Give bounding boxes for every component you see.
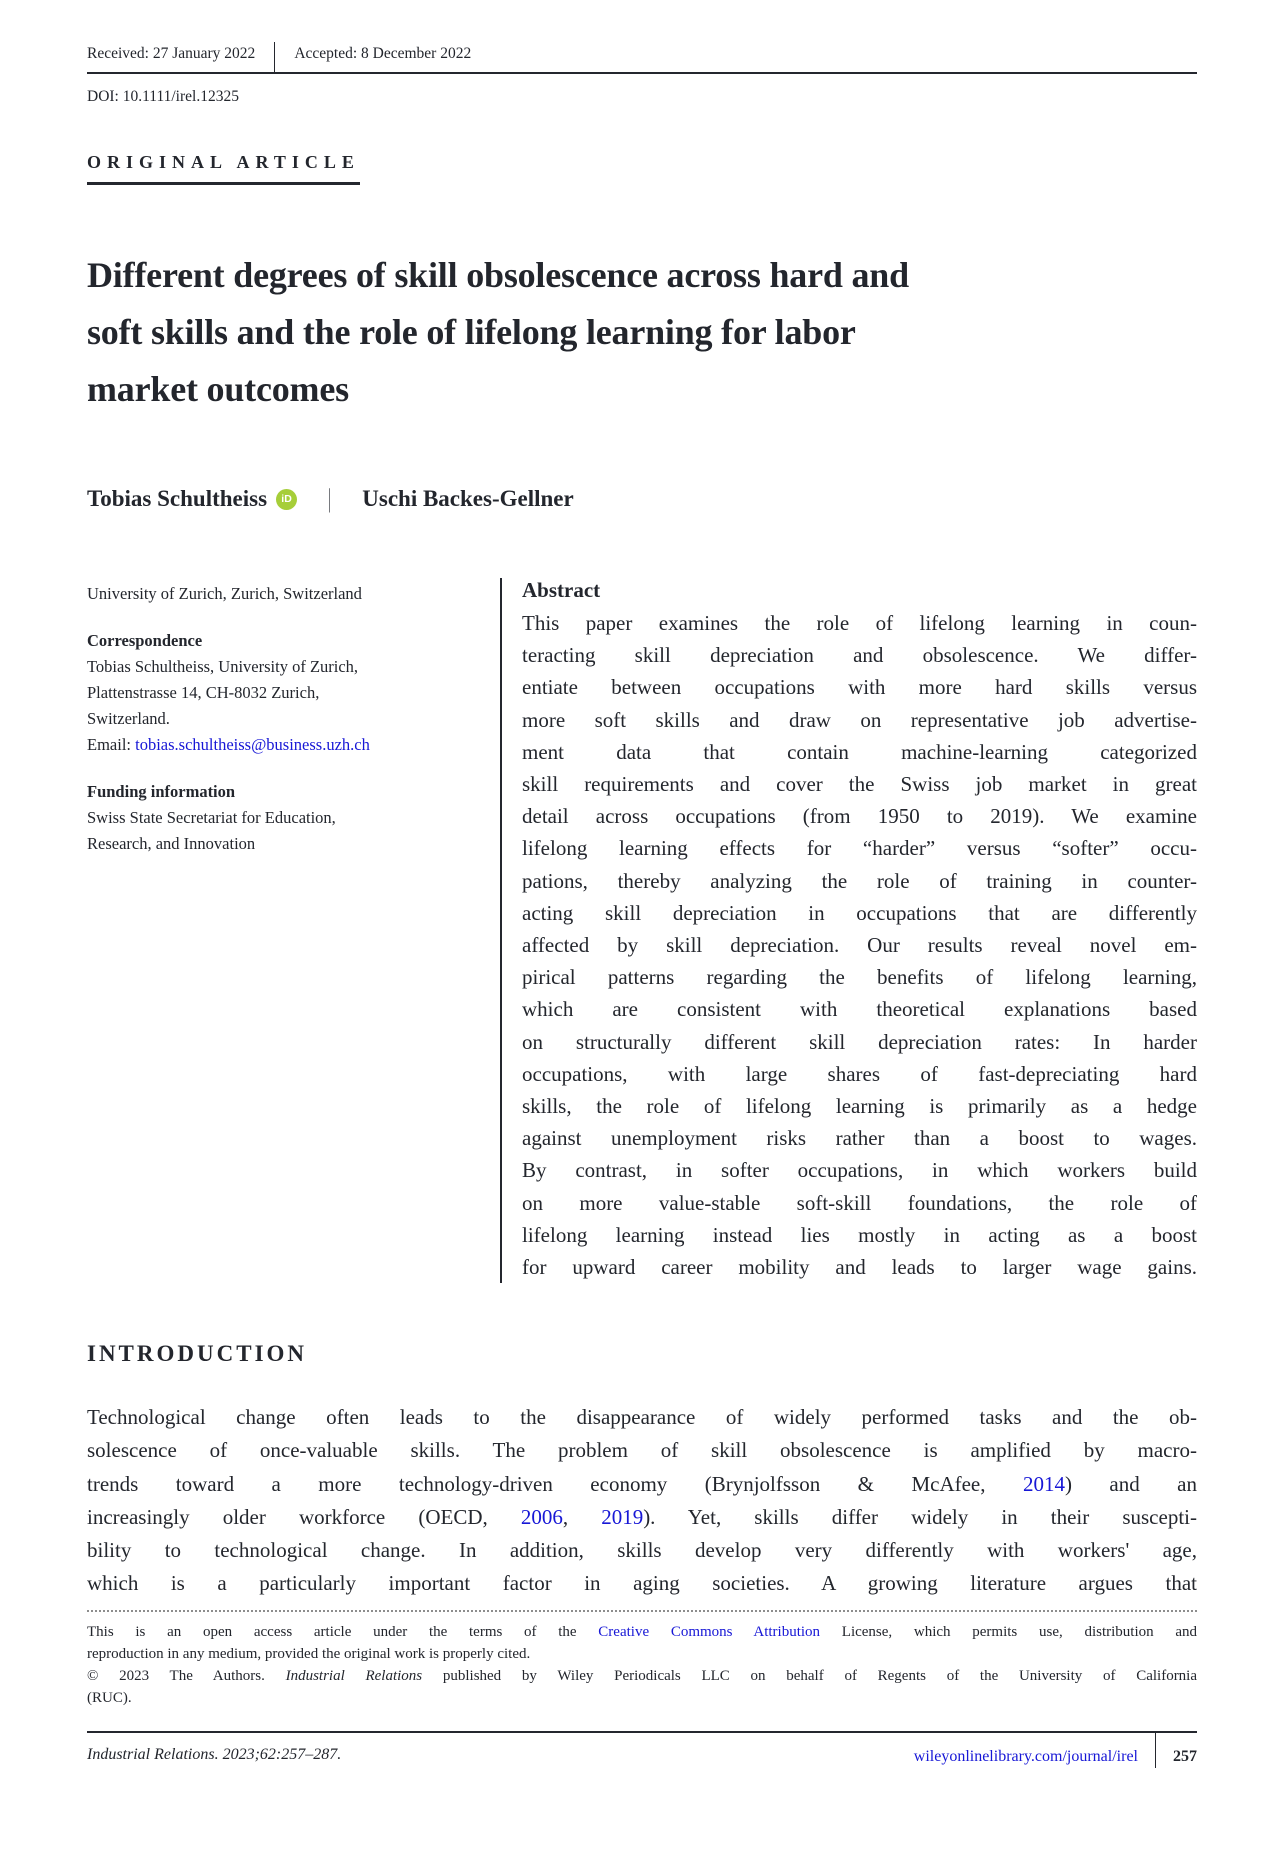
text-line: pirical patterns regarding the benefits of lifelong learning,: [522, 965, 1197, 990]
text-line: [87, 1621, 1197, 1643]
text-segment: reproduction in any medium, provided the original work is properly cited.: [87, 1646, 531, 1663]
introduction-text: [87, 1401, 1197, 1600]
author-info-column: [87, 578, 500, 1283]
text-segment: ) and an: [1064, 1471, 1197, 1496]
text-line: against unemployment risks rather than a boost to wages.: [522, 1126, 1197, 1151]
text-segment: increasingly older workforce (OECD,: [87, 1504, 521, 1529]
open-access-note: [87, 1621, 1197, 1709]
text-line: Plattenstrasse 14, CH-8032 Zurich,: [87, 683, 320, 702]
text-line: affected by skill depreciation. Our results reveal novel em-: [522, 933, 1197, 958]
text-line: [87, 1401, 1197, 1434]
text-line: on more value-stable soft-skill foundations, the role of: [522, 1190, 1197, 1215]
text-segment: bility to technological change. In addition, skills develop very differently with workers' age,: [87, 1538, 1197, 1563]
accepted-date: Accepted: 8 December 2022: [294, 45, 472, 62]
received-date: Received: 27 January 2022: [87, 45, 256, 62]
journal-citation: [87, 1746, 341, 1764]
text-line: [87, 1534, 1197, 1567]
text-line: soft skills and the role of lifelong learning for labor: [87, 312, 856, 352]
text-line: Switzerland.: [87, 709, 170, 728]
text-line: more soft skills and draw on representative job advertise-: [522, 707, 1197, 732]
text-segment: (RUC).: [87, 1690, 132, 1707]
correspondence-label: Correspondence: [87, 631, 203, 650]
meta-divider: [274, 42, 275, 72]
footer-divider: [1155, 1733, 1156, 1768]
author-separator: |: [328, 484, 332, 513]
text-segment: Technological change often leads to the disappearance of widely performed tasks and the ob-: [87, 1405, 1197, 1430]
text-line: skill requirements and cover the Swiss job market in great: [522, 772, 1197, 797]
footer-right: [914, 1746, 1197, 1768]
text-line: [87, 1468, 1197, 1501]
text-line: skills, the role of lifelong learning is primarily as a hedge: [522, 1094, 1197, 1119]
text-segment: Email:: [87, 735, 136, 754]
abstract-heading: Abstract: [522, 578, 601, 602]
text-line: [87, 1665, 1197, 1687]
text-line: entiate between occupations with more hard skills versus: [522, 675, 1197, 700]
text-line: [87, 1687, 1197, 1709]
text-line: [87, 1643, 1197, 1665]
text-line: detail across occupations (from 1950 to 2019). We examine: [522, 804, 1197, 829]
page-footer: [87, 1731, 1197, 1768]
abstract-text: [522, 607, 1197, 1283]
text-segment: This is an open access article under the terms of the: [87, 1624, 599, 1641]
authors-row: [87, 484, 1197, 514]
text-line: Different degrees of skill obsolescence across hard and: [87, 255, 909, 295]
affiliation: University of Zurich, Zurich, Switzerland: [87, 584, 362, 603]
email-link[interactable]: tobias.schultheiss@business.uzh.ch: [135, 735, 370, 754]
funding-info: [87, 805, 474, 857]
funding-label: Funding information: [87, 782, 236, 801]
orcid-icon[interactable]: iD: [276, 489, 297, 510]
citation-link-2014[interactable]: 2014: [1022, 1471, 1065, 1496]
doi: DOI: 10.1111/irel.12325: [87, 88, 239, 105]
text-line: for upward career mobility and leads to larger wage gains.: [522, 1255, 1197, 1280]
text-segment: Industrial Relations: [87, 1746, 215, 1764]
text-line: Tobias Schultheiss, University of Zurich,: [87, 657, 359, 676]
author-name-1: Tobias Schultheiss: [87, 486, 268, 511]
text-line: Research, and Innovation: [87, 834, 256, 853]
text-line: [87, 1501, 1197, 1534]
correspondence-block: [87, 628, 474, 758]
text-line: occupations, with large shares of fast-depreciating hard: [522, 1061, 1197, 1086]
text-line: ment data that contain machine-learning categorized: [522, 739, 1197, 764]
received-accepted-row: [87, 42, 1197, 74]
introduction-heading: INTRODUCTION: [87, 1341, 308, 1367]
citation-link-2019[interactable]: 2019: [601, 1504, 644, 1529]
text-segment: published by Wiley Periodicals LLC on behalf of Regents of the University of California: [422, 1668, 1198, 1685]
text-line: Swiss State Secretariat for Education,: [87, 808, 336, 827]
text-segment: ). Yet, skills differ widely in their suscepti-: [643, 1504, 1197, 1529]
email-line: [87, 732, 474, 758]
text-segment: License, which permits use, distribution and: [820, 1624, 1197, 1641]
text-line: on structurally different skill depreciation rates: In harder: [522, 1029, 1197, 1054]
text-segment: Industrial Relations: [285, 1668, 423, 1685]
text-line: market outcomes: [87, 369, 349, 409]
correspondence-address: [87, 654, 474, 732]
author-name-2: Uschi Backes-Gellner: [362, 486, 574, 511]
two-column-area: [87, 578, 1197, 1283]
footnote-separator: [87, 1610, 1197, 1612]
text-line: teracting skill depreciation and obsolescence. We differ-: [522, 643, 1197, 668]
text-segment: solescence of once-valuable skills. The problem of skill obsolescence is amplified by macro-: [87, 1438, 1197, 1463]
text-line: [87, 1567, 1197, 1600]
journal-url-link[interactable]: wileyonlinelibrary.com/journal/irel: [913, 1748, 1138, 1766]
text-segment: trends toward a more technology-driven economy (Brynjolfsson & McAfee,: [87, 1471, 1023, 1496]
text-line: lifelong learning instead lies mostly in acting as a boost: [522, 1222, 1197, 1247]
text-segment: ,: [562, 1504, 602, 1529]
text-line: [87, 1434, 1197, 1467]
text-line: pations, thereby analyzing the role of training in counter-: [522, 868, 1197, 893]
text-segment: which is a particularly important factor in aging societies. A growing literature argues that: [87, 1571, 1197, 1596]
text-segment: © 2023 The Authors.: [87, 1668, 286, 1685]
text-line: lifelong learning effects for “harder” versus “softer” occu-: [522, 836, 1197, 861]
citation-link-2006[interactable]: 2006: [520, 1504, 563, 1529]
text-line: acting skill depreciation in occupations that are differently: [522, 900, 1197, 925]
text-segment: . 2023;62:257–287.: [214, 1746, 342, 1764]
text-line: which are consistent with theoretical explanations based: [522, 997, 1197, 1022]
page-number: 257: [1173, 1748, 1197, 1766]
article-title: [87, 247, 1197, 418]
abstract-column: [500, 578, 1197, 1283]
article-type-label: ORIGINAL ARTICLE: [87, 152, 360, 185]
creative-commons-link[interactable]: Creative Commons Attribution: [598, 1624, 821, 1641]
funding-block: [87, 779, 474, 857]
text-line: By contrast, in softer occupations, in which workers build: [522, 1158, 1197, 1183]
text-line: This paper examines the role of lifelong learning in coun-: [522, 611, 1197, 635]
